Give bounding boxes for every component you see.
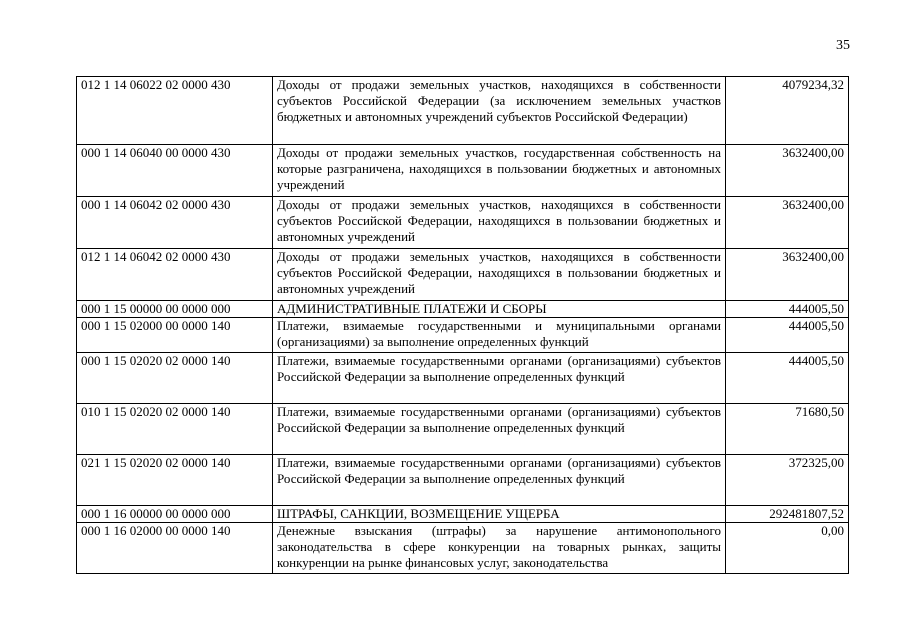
- budget-code-cell: 010 1 15 02020 02 0000 140: [77, 404, 273, 455]
- budget-code-cell: 012 1 14 06042 02 0000 430: [77, 249, 273, 301]
- description-cell: ШТРАФЫ, САНКЦИИ, ВОЗМЕЩЕНИЕ УЩЕРБА: [273, 506, 726, 523]
- description-cell: АДМИНИСТРАТИВНЫЕ ПЛАТЕЖИ И СБОРЫ: [273, 301, 726, 318]
- table-row: [77, 249, 849, 301]
- amount-cell: 0,00: [726, 523, 849, 574]
- table-row: [77, 197, 849, 249]
- table-row: [77, 506, 849, 523]
- budget-code-cell: 000 1 15 02020 02 0000 140: [77, 353, 273, 404]
- amount-cell: 4079234,32: [726, 77, 849, 145]
- page-number: 35: [836, 38, 850, 53]
- amount-cell: 292481807,52: [726, 506, 849, 523]
- table-row: [77, 318, 849, 353]
- table-row: [77, 301, 849, 318]
- amount-cell: 372325,00: [726, 455, 849, 506]
- table-row: [77, 523, 849, 574]
- amount-cell: 3632400,00: [726, 197, 849, 249]
- table-row: [77, 77, 849, 145]
- budget-code-cell: 000 1 14 06040 00 0000 430: [77, 145, 273, 197]
- description-cell: Платежи, взимаемые государственными органами (организациями) субъектов Российской Федерации за выполнение определенных функций: [273, 404, 726, 455]
- description-cell: Денежные взыскания (штрафы) за нарушение антимонопольного законодательства в сфере конкуренции на товарных рынках, защиты конкуренции на рынке финансовых услуг, законодательства: [273, 523, 726, 574]
- budget-code-cell: 021 1 15 02020 02 0000 140: [77, 455, 273, 506]
- table-row: [77, 404, 849, 455]
- amount-cell: 444005,50: [726, 318, 849, 353]
- amount-cell: 3632400,00: [726, 249, 849, 301]
- description-cell: Доходы от продажи земельных участков, находящихся в собственности субъектов Российской Федерации, находящихся в пользовании бюджетных и автономных учреждений: [273, 249, 726, 301]
- amount-cell: 71680,50: [726, 404, 849, 455]
- budget-code-cell: 000 1 15 02000 00 0000 140: [77, 318, 273, 353]
- table-row: [77, 455, 849, 506]
- description-cell: Доходы от продажи земельных участков, находящихся в собственности субъектов Российской Федерации, находящихся в пользовании бюджетных и автономных учреждений: [273, 197, 726, 249]
- budget-code-cell: 012 1 14 06022 02 0000 430: [77, 77, 273, 145]
- budget-code-cell: 000 1 16 02000 00 0000 140: [77, 523, 273, 574]
- description-cell: Платежи, взимаемые государственными органами (организациями) субъектов Российской Федерации за выполнение определенных функций: [273, 455, 726, 506]
- amount-cell: 444005,50: [726, 353, 849, 404]
- budget-code-cell: 000 1 16 00000 00 0000 000: [77, 506, 273, 523]
- description-cell: Платежи, взимаемые государственными и муниципальными органами (организациями) за выполнение определенных функций: [273, 318, 726, 353]
- budget-code-cell: 000 1 15 00000 00 0000 000: [77, 301, 273, 318]
- description-cell: Платежи, взимаемые государственными органами (организациями) субъектов Российской Федерации за выполнение определенных функций: [273, 353, 726, 404]
- revenue-table: [76, 76, 849, 574]
- description-cell: Доходы от продажи земельных участков, находящихся в собственности субъектов Российской Федерации (за исключением земельных участков бюджетных и автономных учреждений субъектов Российской Федерации): [273, 77, 726, 145]
- table-row: [77, 145, 849, 197]
- amount-cell: 444005,50: [726, 301, 849, 318]
- description-cell: Доходы от продажи земельных участков, государственная собственность на которые разграничена, находящихся в пользовании бюджетных и автономных учреждений: [273, 145, 726, 197]
- table-row: [77, 353, 849, 404]
- budget-code-cell: 000 1 14 06042 02 0000 430: [77, 197, 273, 249]
- amount-cell: 3632400,00: [726, 145, 849, 197]
